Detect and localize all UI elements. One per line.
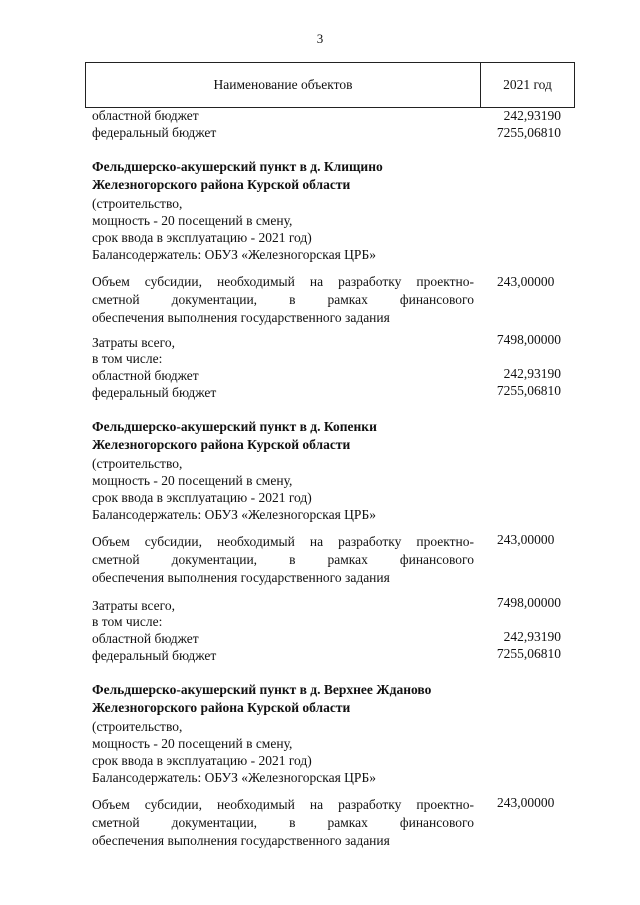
object-detail: (строительство,	[92, 719, 183, 734]
regional-budget-value: 242,93190	[503, 108, 561, 123]
object-detail: срок ввода в эксплуатацию - 2021 год)	[92, 230, 312, 245]
subsidy-text: обеспечения выполнения государственного задания	[92, 310, 390, 325]
object-detail: срок ввода в эксплуатацию - 2021 год)	[92, 490, 312, 505]
column-header-objects: Наименование объектов	[86, 63, 481, 107]
regional-budget-value: 242,93190	[503, 366, 561, 381]
regional-budget-label: областной бюджет	[92, 108, 199, 123]
federal-budget-label: федеральный бюджет	[92, 385, 217, 400]
subsidy-text: Объем субсидии, необходимый на разработку проектно-	[92, 274, 474, 289]
object-balance-holder: Балансодержатель: ОБУЗ «Железногорская ЦРБ»	[92, 770, 376, 785]
object-title: Фельдшерско-акушерский пункт в д. Клищино	[92, 159, 383, 174]
federal-budget-value: 7255,06810	[496, 646, 561, 661]
federal-budget-value: 7255,06810	[496, 383, 561, 398]
subsidy-text: сметной документации, в рамках финансового	[92, 292, 474, 307]
federal-budget-label: федеральный бюджет	[92, 125, 217, 140]
object-detail: мощность - 20 посещений в смену,	[92, 736, 293, 751]
subsidy-value: 243,00000	[497, 532, 555, 547]
subsidy-text: сметной документации, в рамках финансового	[92, 815, 474, 830]
subsidy-text: сметной документации, в рамках финансового	[92, 552, 474, 567]
total-costs-label: Затраты всего,	[92, 335, 175, 350]
total-costs-label: Затраты всего,	[92, 598, 175, 613]
object-detail: (строительство,	[92, 456, 183, 471]
object-detail: мощность - 20 посещений в смену,	[92, 473, 293, 488]
subsidy-value: 243,00000	[497, 795, 555, 810]
subsidy-value: 243,00000	[497, 274, 555, 289]
object-balance-holder: Балансодержатель: ОБУЗ «Железногорская ЦРБ»	[92, 507, 376, 522]
object-title: Фельдшерско-акушерский пункт в д. Копенки	[92, 419, 377, 434]
regional-budget-label: областной бюджет	[92, 368, 199, 383]
total-costs-value: 7498,00000	[496, 332, 561, 347]
total-costs-value: 7498,00000	[496, 595, 561, 610]
object-title: Фельдшерско-акушерский пункт в д. Верхнее Жданово	[92, 682, 432, 697]
subsidy-text: Объем субсидии, необходимый на разработку проектно-	[92, 534, 474, 549]
page-number: 3	[316, 31, 324, 46]
object-title-district: Железногорского района Курской области	[92, 177, 351, 192]
regional-budget-label: областной бюджет	[92, 631, 199, 646]
including-label: в том числе:	[92, 614, 163, 629]
regional-budget-value: 242,93190	[503, 629, 561, 644]
federal-budget-label: федеральный бюджет	[92, 648, 217, 663]
subsidy-text: Объем субсидии, необходимый на разработку проектно-	[92, 797, 474, 812]
object-title-district: Железногорского района Курской области	[92, 700, 351, 715]
subsidy-text: обеспечения выполнения государственного задания	[92, 570, 390, 585]
table-header	[85, 62, 575, 108]
object-detail: срок ввода в эксплуатацию - 2021 год)	[92, 753, 312, 768]
including-label: в том числе:	[92, 351, 163, 366]
federal-budget-value: 7255,06810	[496, 125, 561, 140]
object-title-district: Железногорского района Курской области	[92, 437, 351, 452]
column-header-year: 2021 год	[503, 77, 552, 92]
object-detail: (строительство,	[92, 196, 183, 211]
object-detail: мощность - 20 посещений в смену,	[92, 213, 293, 228]
object-balance-holder: Балансодержатель: ОБУЗ «Железногорская ЦРБ»	[92, 247, 376, 262]
subsidy-text: обеспечения выполнения государственного задания	[92, 833, 390, 848]
